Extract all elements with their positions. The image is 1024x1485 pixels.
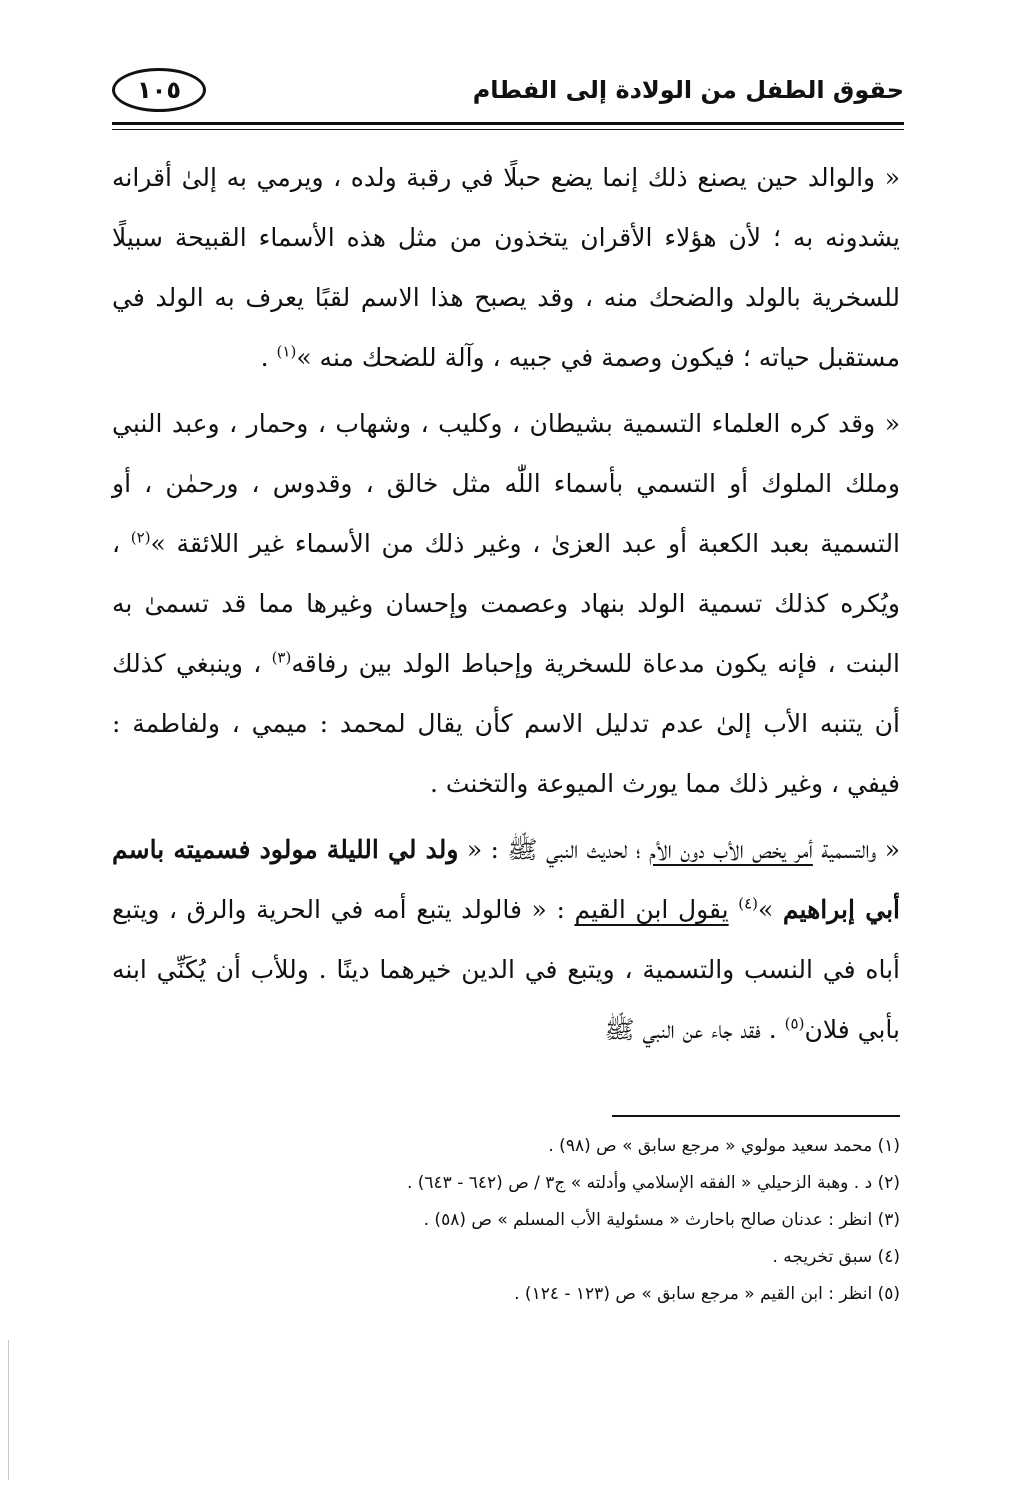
footnote-5: (٥) انظر : ابن القيم « مرجع سابق » ص (١٢٣ - ١٢٤) . xyxy=(514,1284,900,1304)
footnote-3: (٣) انظر : عدنان صالح باحارث « مسئولية الأب المسلم » ص (٥٨) . xyxy=(423,1210,900,1230)
page-header xyxy=(112,66,904,122)
footnote-2: (٢) د . وهبة الزحيلي « الفقه الإسلامي وأدلته » ج٣ / ص (٦٤٢ - ٦٤٣) . xyxy=(406,1173,900,1193)
main-text xyxy=(112,148,900,1060)
paragraph-3-text-b: ؛ لحديث النبي ﷺ : « xyxy=(458,835,650,864)
page-number: ١٠٥ xyxy=(137,76,181,104)
underlined-phrase-ibn-qayyim: يقول ابن القيم xyxy=(574,895,729,924)
paragraph-3 xyxy=(112,820,900,1060)
paragraph-3-text-c: » xyxy=(758,895,783,924)
page-number-badge xyxy=(112,68,206,112)
paragraph-2 xyxy=(112,394,900,814)
footnote-1: (١) محمد سعيد مولوي « مرجع سابق » ص (٩٨) . xyxy=(548,1136,900,1156)
paragraph-3-text-a: « والتسمية xyxy=(812,835,900,864)
paragraph-1 xyxy=(112,148,900,388)
footnotes-list xyxy=(112,1128,900,1313)
underlined-phrase-father: أمر يخص الأب دون الأم xyxy=(649,835,813,864)
paragraph-3-text-d xyxy=(729,895,739,924)
footnote-separator xyxy=(612,1115,900,1117)
paragraph-1-end: . xyxy=(260,343,277,372)
paragraph-3-text-f: . فقد جاء عن النبي ﷺ xyxy=(604,1015,785,1044)
paragraph-2-text-c: ، وينبغي كذلك أن يتنبه الأب إلىٰ عدم تدليل الاسم كأن يقال لمحمد : ميمي ، ولفاطمة : فيفي ، وغير ذلك مما يورث الميوعة والتخنث . xyxy=(112,649,900,798)
paragraph-2-text-a: « وقد كره العلماء التسمية بشيطان ، وكليب ، وشهاب ، وحمار ، وعبد النبي وملك الملوك أو التسمي بأسماء اللّٰه مثل خالق ، وقدوس ، ورحمٰن ، أو التسمية بعبد الكعبة أو عبد العزىٰ ، وغير ذلك من الأسماء غير اللائقة » xyxy=(112,409,901,558)
running-title: حقوق الطفل من الولادة إلى الفطام xyxy=(472,76,904,104)
header-double-rule xyxy=(112,122,904,130)
footnote-ref-2: (٢) xyxy=(130,528,151,547)
paragraph-3-text-e: : « فالولد يتبع أمه في الحرية والرق ، ويتبع أباه في النسب والتسمية ، ويتبع في الدين خيرهما دينًا . وللأب أن يُكَنِّي ابنه بأبي فلان xyxy=(112,895,900,1044)
hadith-quote: ولد لي الليلة مولود فسميته باسم أبي إبراهيم xyxy=(112,835,900,924)
footnote-ref-4: (٤) xyxy=(738,894,759,913)
paragraph-2-text-b: ، ويُكره كذلك تسمية الولد بنهاد وعصمت وإحسان وغيرها مما قد تسمىٰ به البنت ، فإنه يكون مدعاة للسخرية وإحباط الولد بين رفاقه xyxy=(112,529,900,678)
scan-margin-line xyxy=(8,1340,9,1480)
paragraph-1-text: « والوالد حين يصنع ذلك إنما يضع حبلًا في رقبة ولده ، ويرمي به إلىٰ أقرانه يشدونه به ؛ لأن هؤلاء الأقران يتخذون من مثل هذه الأسماء القبيحة سبيلًا للسخرية بالولد والضحك منه ، وقد يصبح هذا الاسم لقبًا يعرف به الولد في مستقبل حياته ؛ فيكون وصمة في جبيه ، وآلة للضحك منه » xyxy=(112,163,900,372)
footnote-4: (٤) سبق تخريجه . xyxy=(772,1247,900,1267)
footnote-ref-5: (٥) xyxy=(784,1014,805,1033)
footnote-ref-3: (٣) xyxy=(271,648,292,667)
footnote-ref-1: (١) xyxy=(276,342,297,361)
